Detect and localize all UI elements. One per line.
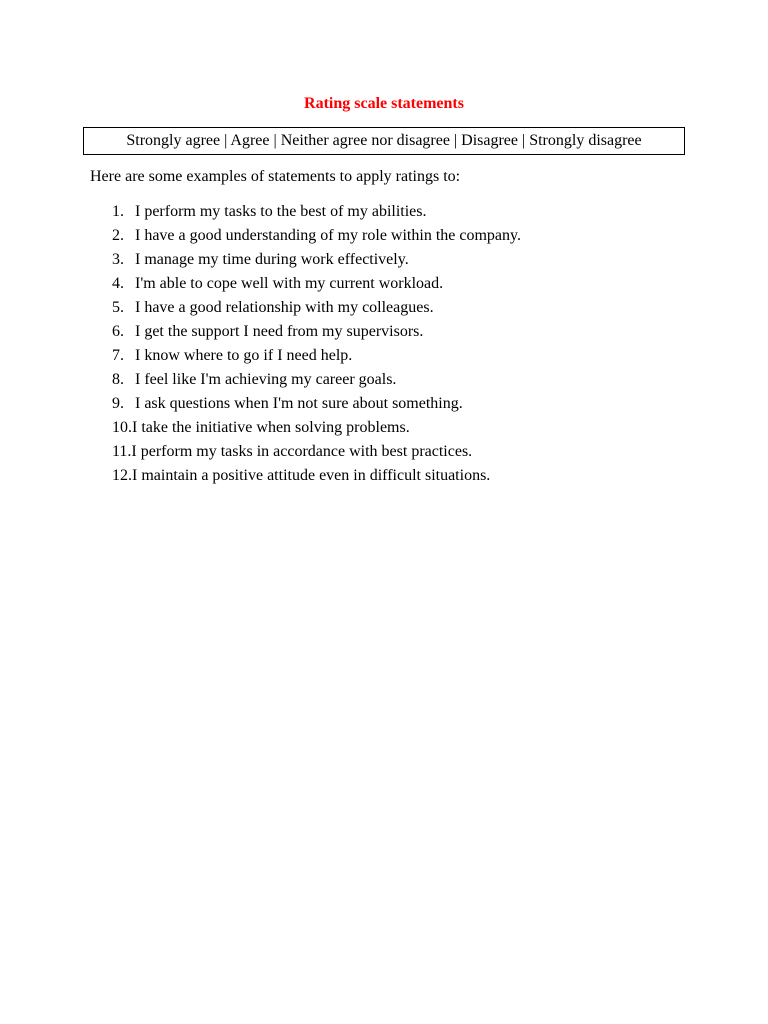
list-item-number: 6. bbox=[112, 323, 124, 340]
list-item-number: 1. bbox=[112, 203, 124, 220]
rating-scale-box: Strongly agree | Agree | Neither agree nor disagree | Disagree | Strongly disagree bbox=[83, 127, 685, 155]
list-item bbox=[112, 250, 521, 274]
list-item bbox=[112, 418, 521, 442]
list-item-text: I take the initiative when solving problems. bbox=[132, 419, 410, 436]
list-item-number: 5. bbox=[112, 299, 124, 316]
list-item-number: 10. bbox=[112, 419, 132, 436]
list-item-number: 7. bbox=[112, 347, 124, 364]
list-item-text: I know where to go if I need help. bbox=[135, 347, 353, 364]
page-title: Rating scale statements bbox=[304, 95, 464, 112]
list-item-number: 11. bbox=[112, 443, 132, 460]
list-item-text: I get the support I need from my supervisors. bbox=[135, 323, 424, 340]
list-item-text: I perform my tasks to the best of my abilities. bbox=[135, 203, 427, 220]
list-item bbox=[112, 346, 521, 370]
list-item bbox=[112, 370, 521, 394]
list-item-text: I ask questions when I'm not sure about something. bbox=[135, 395, 463, 412]
list-item-text: I'm able to cope well with my current workload. bbox=[135, 275, 444, 292]
intro-text: Here are some examples of statements to apply ratings to: bbox=[90, 168, 461, 185]
list-item bbox=[112, 202, 521, 226]
list-item-text: I feel like I'm achieving my career goals. bbox=[135, 371, 397, 388]
list-item bbox=[112, 442, 521, 466]
list-item bbox=[112, 322, 521, 346]
list-item-number: 2. bbox=[112, 227, 124, 244]
list-item-number: 12. bbox=[112, 467, 132, 484]
list-item-text: I manage my time during work effectively. bbox=[135, 251, 409, 268]
list-item-number: 9. bbox=[112, 395, 124, 412]
list-item bbox=[112, 226, 521, 250]
list-item bbox=[112, 394, 521, 418]
list-item bbox=[112, 298, 521, 322]
list-item-text: I have a good understanding of my role within the company. bbox=[135, 227, 521, 244]
list-item-text: I maintain a positive attitude even in difficult situations. bbox=[132, 467, 491, 484]
list-item-number: 4. bbox=[112, 275, 124, 292]
list-item bbox=[112, 466, 521, 490]
list-item-number: 8. bbox=[112, 371, 124, 388]
list-item bbox=[112, 274, 521, 298]
list-item-text: I perform my tasks in accordance with best practices. bbox=[131, 443, 473, 460]
list-item-number: 3. bbox=[112, 251, 124, 268]
statement-list bbox=[112, 202, 521, 490]
list-item-text: I have a good relationship with my colleagues. bbox=[135, 299, 434, 316]
